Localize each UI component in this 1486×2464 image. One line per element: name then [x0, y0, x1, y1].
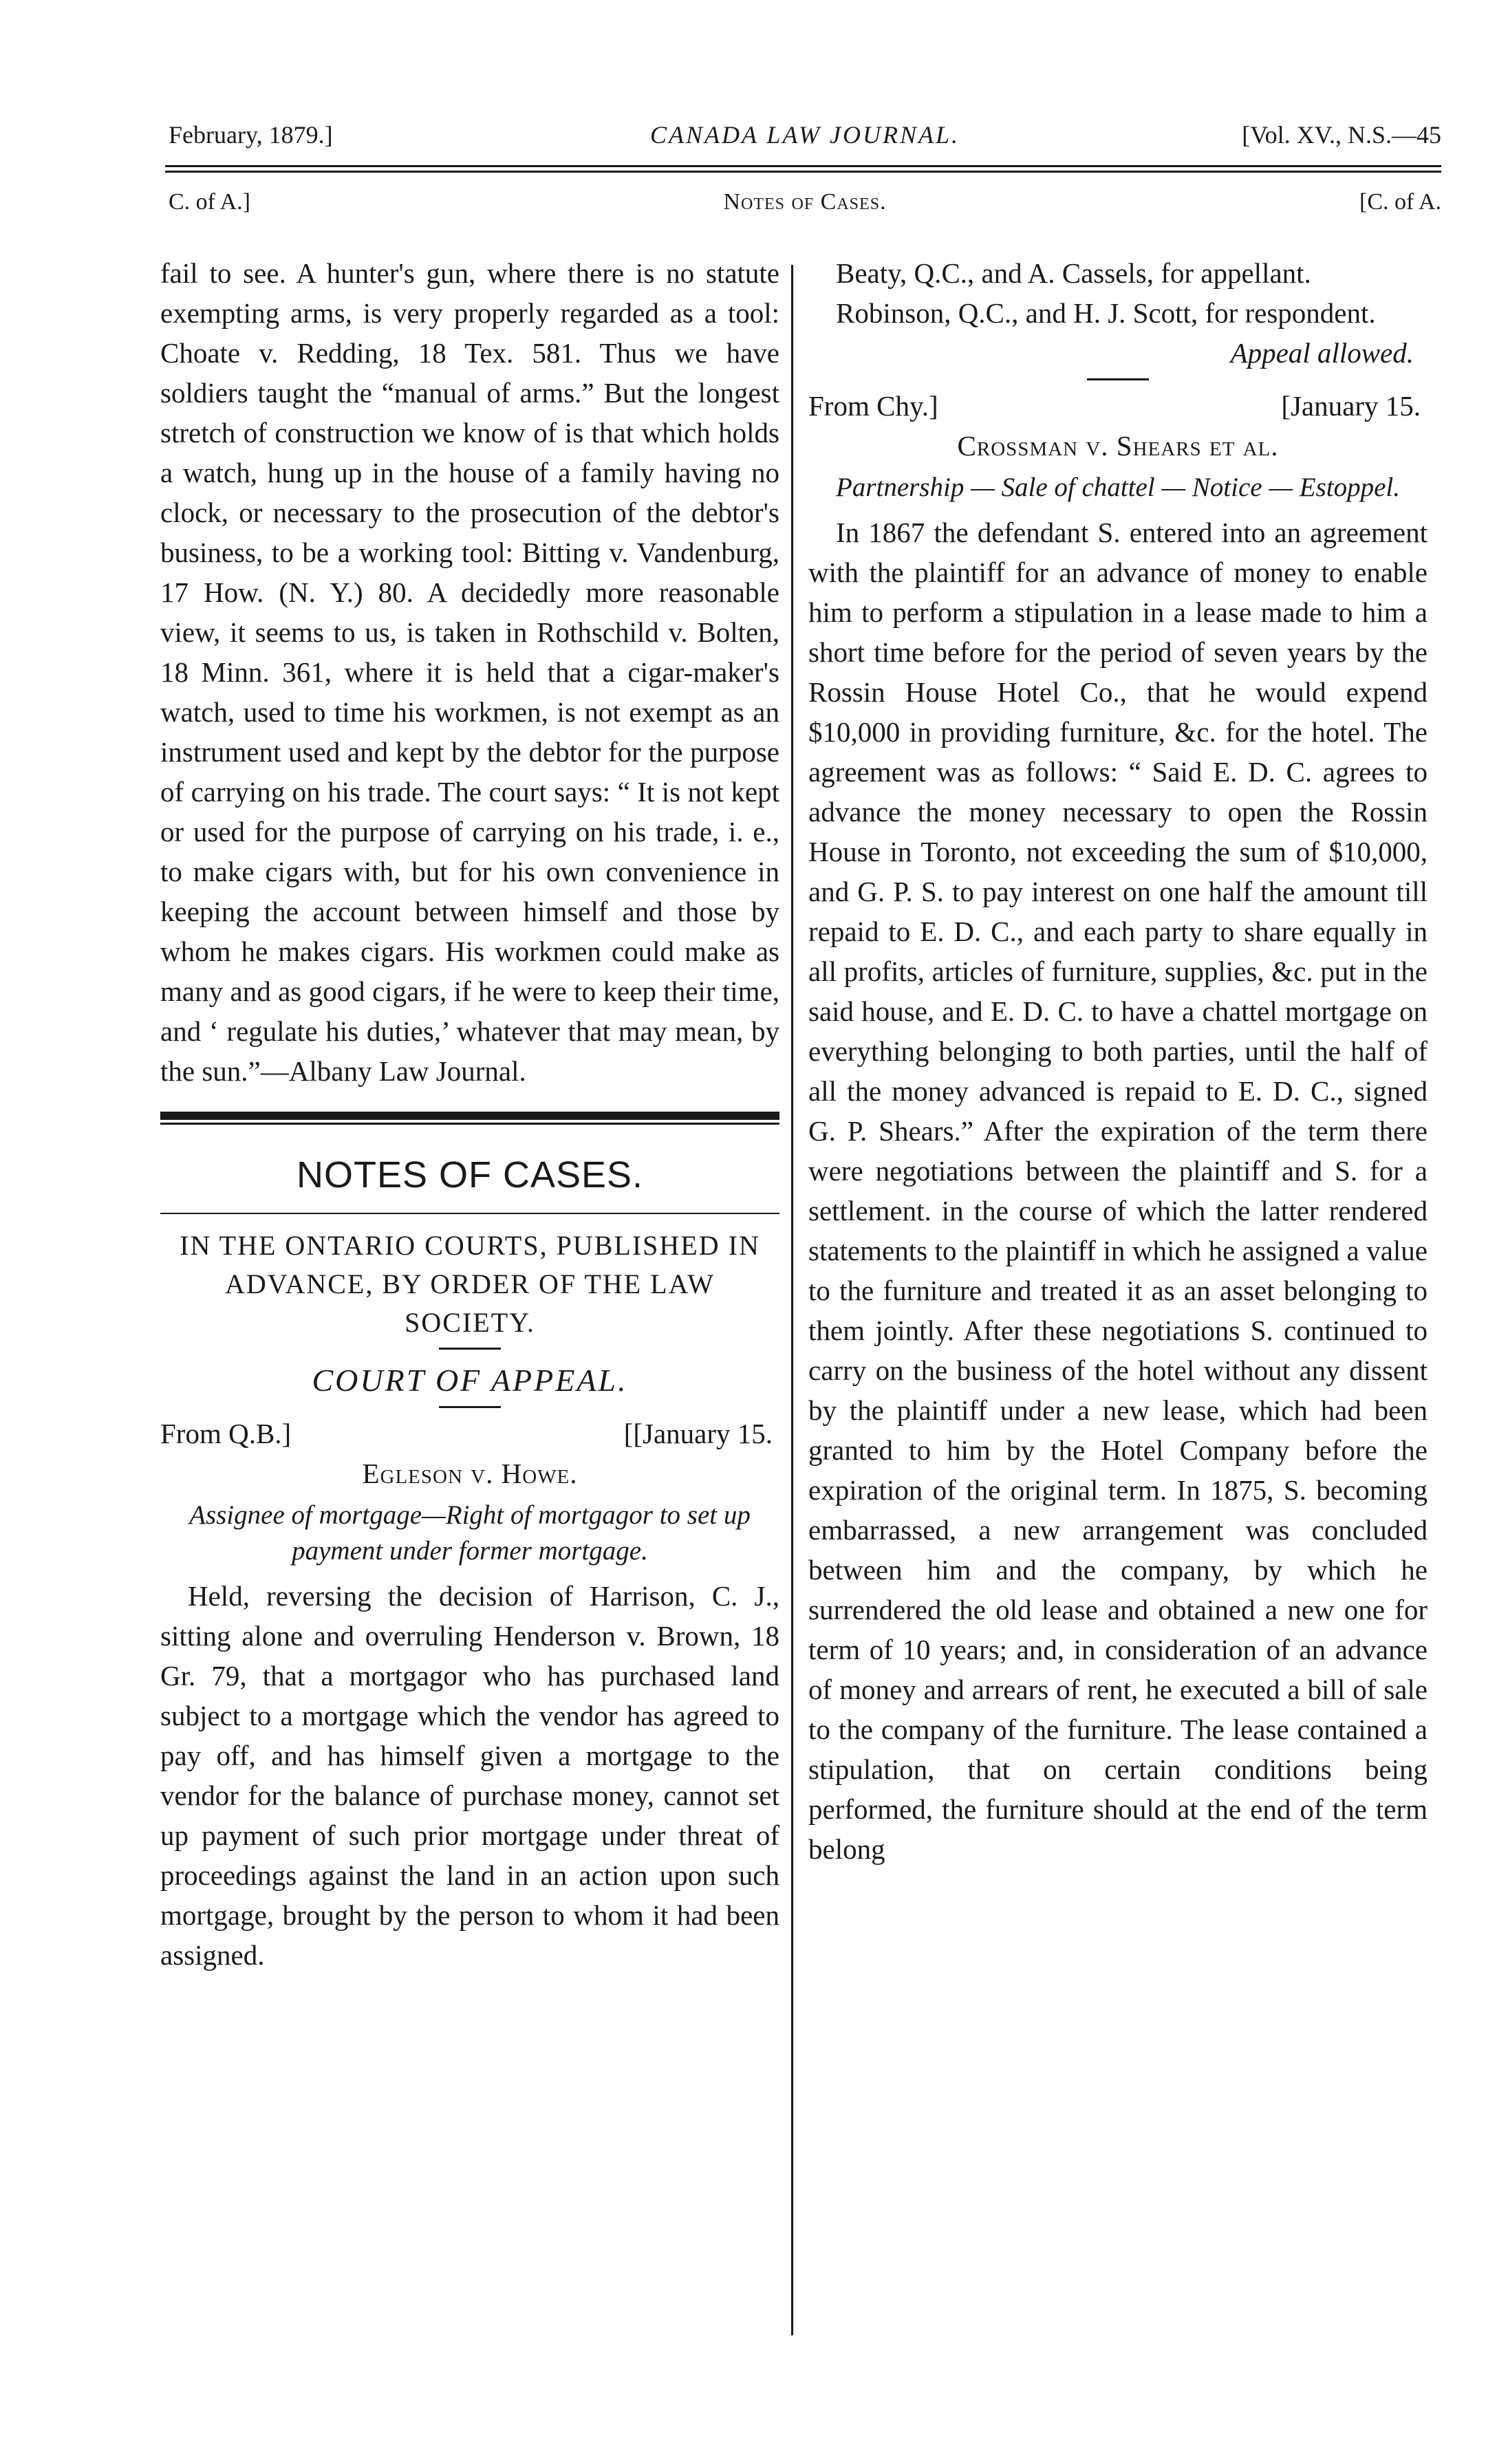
- header-rule-top: [165, 165, 1441, 167]
- volume-page: [Vol. XV., N.S.—45: [1242, 121, 1441, 149]
- case2-body: In 1867 the defendant S. entered into an agreement with the plaintiff for an advance of money to enable him to perform a stipulation in a lease made to him a short time before for the period of seven years by the Rossin House Hotel Co., that he would expend $10,000 in providing furniture, &c. for the hotel. The agreement was as follows: “ Said E. D. C. agrees to advance the money necessary to open the Rossin House in Toronto, not exceeding the sum of $10,000, and G. P. S. to pay interest on one half the amount till repaid to E. D. C., and each party to share equally in all profits, articles of furniture, supplies, &c. put in the said house, and E. D. C. to have a chattel mortgage on everything belonging to both parties, until the half of all the money advanced is repaid to E. D. C., signed G. P. Shears.” After the expiration of the term there were negotiations between the plaintiff and S. for a settlement. in the course of which the latter rendered statements to the plaintiff in which he assigned a value to the furniture and treated it as an asset belonging to them jointly. After these negotiations S. continued to carry on the business of the hotel without any dissent by the plaintiff under a new lease, which had been granted to him by the Hotel Company before the expiration of the original term. In 1875, S. becoming embarrassed, a new arrangement was concluded between him and the company, by which he surrendered the old lease and obtained a new one for term of 10 years; and, in consideration of an advance of money and arrears of rent, he executed a bill of sale to the company of the furniture. The lease contained a stipulation, that on certain conditions being performed, the furniture should at the end of the term belong: [808, 517, 1428, 1865]
- case2-from-line: [808, 386, 1428, 426]
- case1-body: Held, reversing the decision of Harrison, C. J., sitting alone and overruling Henderson v. Brown, 18 Gr. 79, that a mortgagor who has purchased land subject to a mortgage which the vendor has agreed to pay off, and has himself given a mortgage to the vendor for the balance of purchase money, cannot set up payment of such prior mortgage under threat of proceedings against the land in an action upon such mortgage, brought by the person to whom it had been assigned.: [160, 1580, 779, 1971]
- section-name: Notes of Cases.: [723, 189, 887, 215]
- header-date: February, 1879.]: [169, 121, 333, 149]
- case2-date: [January 15.: [1281, 390, 1421, 422]
- court-left: C. of A.]: [169, 189, 250, 215]
- column-divider: [791, 265, 793, 2335]
- counsel-respondent: Robinson, Q.C., and H. J. Scott, for respondent.: [836, 297, 1376, 329]
- court-right: [C. of A.: [1359, 189, 1441, 215]
- case1-from: From Q.B.]: [160, 1418, 292, 1449]
- section-header: [169, 189, 1441, 224]
- title-rule: [160, 1213, 779, 1214]
- case1-date: [[January 15.: [623, 1418, 773, 1449]
- subtitle-divider: [439, 1348, 501, 1350]
- left-column: [160, 253, 779, 1975]
- case1-from-line: [160, 1414, 779, 1453]
- case2-name: Crossman v. Shears et al.: [957, 430, 1279, 462]
- ontario-courts-subtitle: IN THE ONTARIO COURTS, PUBLISHED IN ADVANCE, BY ORDER OF THE LAW SOCIETY.: [180, 1230, 760, 1338]
- right-column: [808, 253, 1428, 1869]
- article-continuation: fail to see. A hunter's gun, where there is no statute exempting arms, is very properly regarded as a tool: Choate v. Redding, 18 Tex. 581. Thus we have soldiers taught the “manual of arms.” But the longest stretch of construction we know of is that which holds a watch, hung up in the house of a family having no clock, or necessary to the prosecution of the debtor's business, to be a working tool: Bitting v. Vandenburg, 17 How. (N. Y.) 80. A decidedly more reasonable view, it seems to us, is taken in Rothschild v. Bolten, 18 Minn. 361, where it is held that a cigar-maker's watch, used to time his workmen, is not exempt as an instrument used and kept by the debtor for the purpose of carrying on his trade. The court says: “ It is not kept or used for the purpose of carrying on his trade, i. e., to make cigars with, but for his own convenience in keeping the account between himself and those by whom he makes cigars. His workmen could make as many and as good cigars, if he were to keep their time, and ‘ regulate his duties,’ whatever that may mean, by the sun.”—Albany Law Journal.: [160, 257, 779, 1087]
- case2-headnote: Partnership — Sale of chattel — Notice — Estoppel.: [835, 473, 1400, 502]
- section-rule-thick: [160, 1112, 779, 1120]
- section-rule-thin: [160, 1123, 779, 1125]
- journal-title: CANADA LAW JOURNAL.: [650, 121, 960, 149]
- court-divider: [439, 1406, 501, 1408]
- notes-of-cases-title: NOTES OF CASES.: [296, 1154, 644, 1196]
- counsel-appellant: Beaty, Q.C., and A. Cassels, for appellant.: [836, 257, 1311, 289]
- court-of-appeal-heading: COURT OF APPEAL.: [312, 1363, 628, 1398]
- case1-name: Egleson v. Howe.: [362, 1458, 578, 1489]
- running-header: [169, 120, 1441, 162]
- case2-from: From Chy.]: [808, 390, 938, 422]
- case-divider: [1087, 378, 1149, 380]
- case1-headnote: Assignee of mortgage—Right of mortgagor to set up payment under former mortgage.: [189, 1500, 751, 1566]
- header-rule-bottom: [165, 171, 1441, 173]
- appeal-result: Appeal allowed.: [1230, 337, 1414, 369]
